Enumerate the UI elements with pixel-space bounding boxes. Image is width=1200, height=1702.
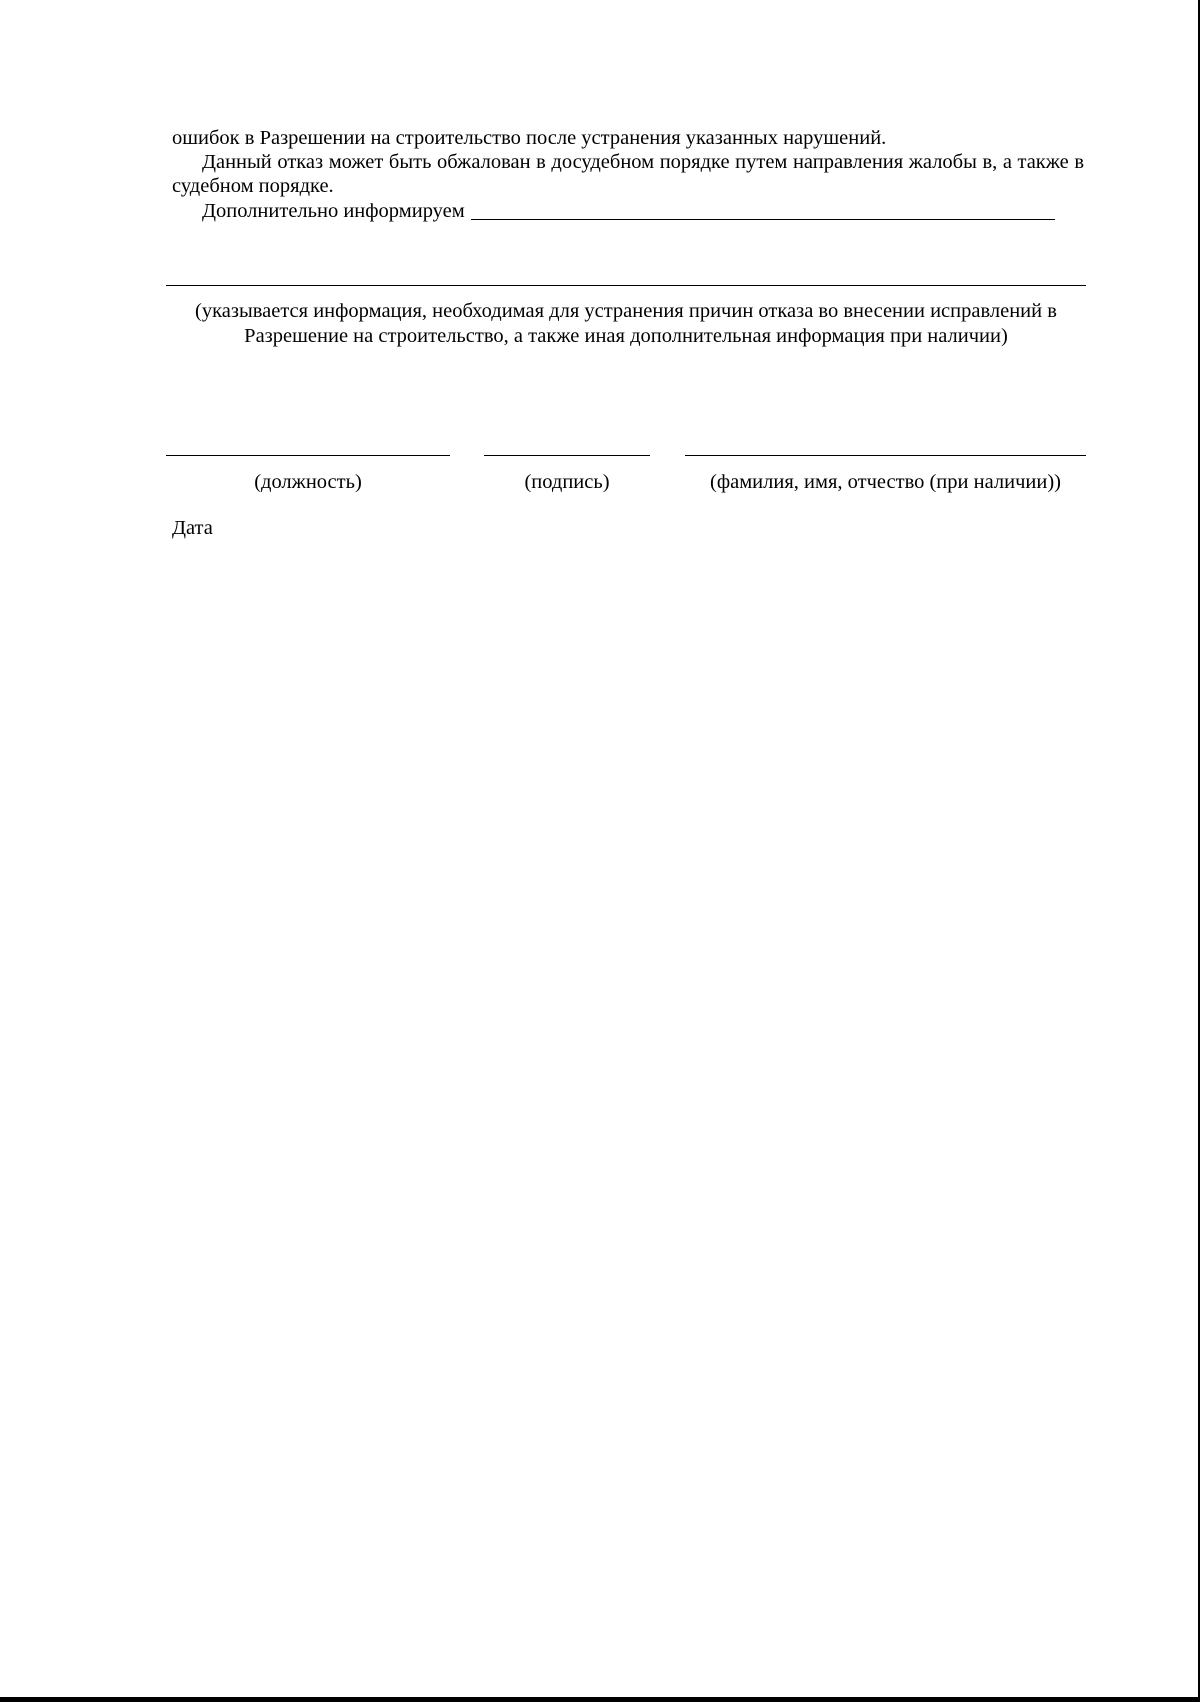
date-label: Дата (172, 517, 213, 539)
full-name-line (685, 455, 1086, 456)
additional-info-line (172, 198, 1084, 223)
signature-line (484, 455, 650, 456)
additional-info-label: Дополнительно информируем (202, 200, 465, 222)
position-caption: (должность) (254, 471, 362, 493)
scan-border-bottom (0, 1697, 1200, 1702)
paragraph-continuation: ошибок в Разрешении на строительство после устранения указанных нарушений. (172, 127, 887, 149)
additional-info-hint: (указывается информация, необходимая для устранения причин отказа во внесении исправлений в Разрешение на строительство, а также иная дополнительная информация при наличии) (195, 300, 1057, 347)
additional-info-rule (166, 285, 1086, 286)
paragraph-appeal: Данный отказ может быть обжалован в досудебном порядке путем направления жалобы в, а также в судебном порядке. (172, 151, 1084, 197)
position-line (166, 455, 450, 456)
signature-caption: (подпись) (524, 471, 610, 493)
document-body (172, 126, 1084, 223)
additional-info-fill-line (471, 198, 1055, 220)
full-name-caption: (фамилия, имя, отчество (при наличии)) (710, 471, 1061, 493)
